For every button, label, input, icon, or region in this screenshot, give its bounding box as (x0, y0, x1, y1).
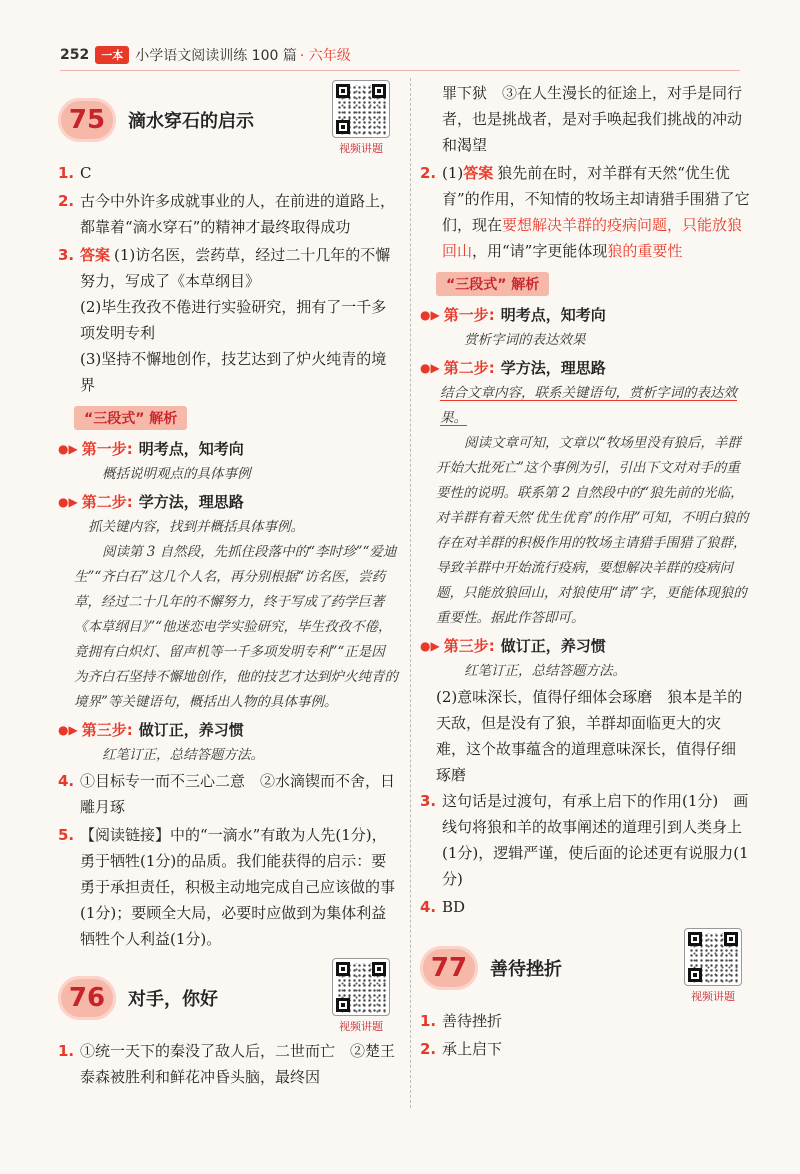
answer-1: 1. 善待挫折 (420, 1012, 503, 1030)
answer-1-continued: 罪下狱 ③在人生漫长的征途上，对手是同行者，也是挑战者，是对手唤起我们挑战的冲动和渴望 (442, 84, 743, 154)
step-3: ●▶ 第三步: 做订正，养习惯 (58, 717, 398, 743)
arrow-icon: ●▶ (420, 308, 440, 322)
arrow-icon: ●▶ (58, 442, 78, 456)
section-title: 对手，你好 (128, 989, 218, 1010)
answer-1: 1. ①统一天下的秦没了敌人后，二世而亡 ②楚王泰森被胜利和鲜花冲昏头脑，最终因 (58, 1042, 396, 1086)
highlight-text: 要想解决羊群的疫病问题，只能放狼回山 (442, 216, 743, 260)
step-1: ●▶ 第一步: 明考点，知考向 (58, 436, 398, 462)
step-1-note: 赏析字词的表达效果 (464, 332, 586, 348)
step-2: ●▶ 第二步: 学方法，理思路 (420, 355, 750, 381)
section-number-badge: 76 (58, 976, 116, 1020)
header-divider (60, 70, 740, 71)
step-2-note: 结合文章内容，联系关键语句，赏析字词的表达效果。 (440, 385, 737, 426)
section-number-badge: 77 (420, 946, 478, 990)
answer-label: 答案 (80, 246, 111, 264)
section-title: 滴水穿石的启示 (128, 111, 254, 132)
section-77-header (420, 928, 750, 1008)
arrow-icon: ●▶ (420, 639, 440, 653)
qr-label: 视频讲题 (339, 1020, 383, 1033)
page-number: 252 (60, 47, 90, 63)
answer-4: 4. ①目标专一而不三心二意 ②水滴锲而不舍，日雕月琢 (58, 772, 396, 816)
qr-label: 视频讲题 (691, 990, 735, 1003)
grade-label: · 六年级 (299, 48, 351, 64)
step-2: ●▶ 第二步: 学方法，理思路 (58, 489, 398, 515)
qr-label: 视频讲题 (339, 142, 383, 155)
step-3: ●▶ 第三步: 做订正，养习惯 (420, 633, 750, 659)
left-column (58, 80, 398, 1092)
video-qr-code[interactable] (326, 80, 396, 156)
step-1-note: 概括说明观点的具体事例 (102, 466, 251, 482)
step-3-note: 红笔订正，总结答题方法。 (464, 663, 626, 679)
section-number-badge: 75 (58, 98, 116, 142)
step-2-paragraph: 阅读文章可知，文章以“牧场里没有狼后，羊群开始大批死亡”这个事例为引，引出下文对对手的重要性的说明。联系第 2 自然段中的“狼先前的光临，对羊群有着天然‘优生优育’的作用”可知，不明白狼的存在对羊群的积极作用的牧场主请猎手围猎了狼群，导致羊群中开始流行疫病，要想解决羊群的疫病问题，只能放狼回山，对狼使用“请”字，更能体现狼的重要性。据此作答即可。 (436, 435, 749, 626)
section-75-header (58, 80, 398, 160)
qr-code-icon (684, 928, 742, 986)
answer-2: 2. 古今中外许多成就事业的人，在前进的道路上，都靠着“滴水穿石”的精神才最终取得成功 (58, 192, 396, 236)
answer-3: 3. 这句话是过渡句，有承上启下的作用(1分) 画线句将狼和羊的故事阐述的道理引到人类身上(1分)，逻辑严谨，使后面的论述更有说服力(1分) (420, 792, 749, 888)
section-76-header (58, 958, 398, 1038)
answer-label: 答案 (463, 164, 494, 182)
answer-2: 2. (1)答案 狼先前在时，对羊群有天然“优生优育”的作用，不知情的牧场主却请猎手围猎了它们，现在要想解决羊群的疫病问题，只能放狼回山，用“请”字更能体现狼的重要性 (420, 164, 750, 260)
answer-2: 2. 承上启下 (420, 1040, 503, 1058)
qr-code-icon (332, 958, 390, 1016)
section-title: 善待挫折 (490, 959, 562, 980)
answer-4: 4. BD (420, 898, 466, 916)
video-qr-code[interactable] (326, 958, 396, 1034)
answer-2-part-2: (2)意味深长，值得仔细体会琢磨 狼本是羊的天敌，但是没有了狼，羊群却面临更大的灾难，这个故事蕴含的道理意味深长，值得仔细琢磨 (436, 688, 743, 784)
arrow-icon: ●▶ (58, 495, 78, 509)
brand-badge: 一本 (95, 46, 129, 64)
step-1: ●▶ 第一步: 明考点，知考向 (420, 302, 750, 328)
step-2-note: 抓关键内容，找到并概括具体事例。 (88, 519, 304, 535)
answer-3: 3. 答案 (1)访名医，尝药草，经过二十几年的不懈努力，写成了《本草纲目》 (2)毕生孜孜不倦进行实验研究，拥有了一千多项发明专利 (3)坚持不懈地创作，技艺达到了炉火纯青的境界 (58, 246, 391, 394)
step-3-note: 红笔订正，总结答题方法。 (102, 747, 264, 763)
step-2-paragraph: 阅读第 3 自然段，先抓住段落中的“李时珍”“爱迪生”“齐白石”这几个人名，再分别根据“访名医，尝药草，经过二十几年的不懈努力，终于写成了药学巨著《本草纲目》”“他迷恋电学实验研究，毕生孜孜不倦，竟拥有白炽灯、留声机等一千多项发明专利”“正是因为齐白石坚持不懈地创作，他的技艺才达到炉火纯青的境界”等关键语句，概括出人物的具体事例。 (74, 544, 398, 710)
arrow-icon: ●▶ (420, 361, 440, 375)
page-header (60, 44, 351, 66)
qr-code-icon (332, 80, 390, 138)
book-title: 小学语文阅读训练 100 篇 (135, 48, 297, 64)
right-column (420, 80, 750, 1064)
column-divider (410, 78, 411, 1108)
answer-1: 1. C (58, 164, 92, 182)
analysis-tag: “三段式” 解析 (436, 272, 549, 296)
highlight-text: 狼的重要性 (607, 242, 683, 260)
arrow-icon: ●▶ (58, 723, 78, 737)
answer-5: 5. 【阅读链接】中的“一滴水”有敢为人先(1分)，勇于牺牲(1分)的品质。我们能获得的启示：要勇于承担责任，积极主动地完成自己应该做的事(1分)；要顾全大局，必要时应做到为集体利益牺牲个人利益(1分)。 (58, 826, 396, 948)
analysis-tag: “三段式” 解析 (74, 406, 187, 430)
video-qr-code[interactable] (678, 928, 748, 1004)
